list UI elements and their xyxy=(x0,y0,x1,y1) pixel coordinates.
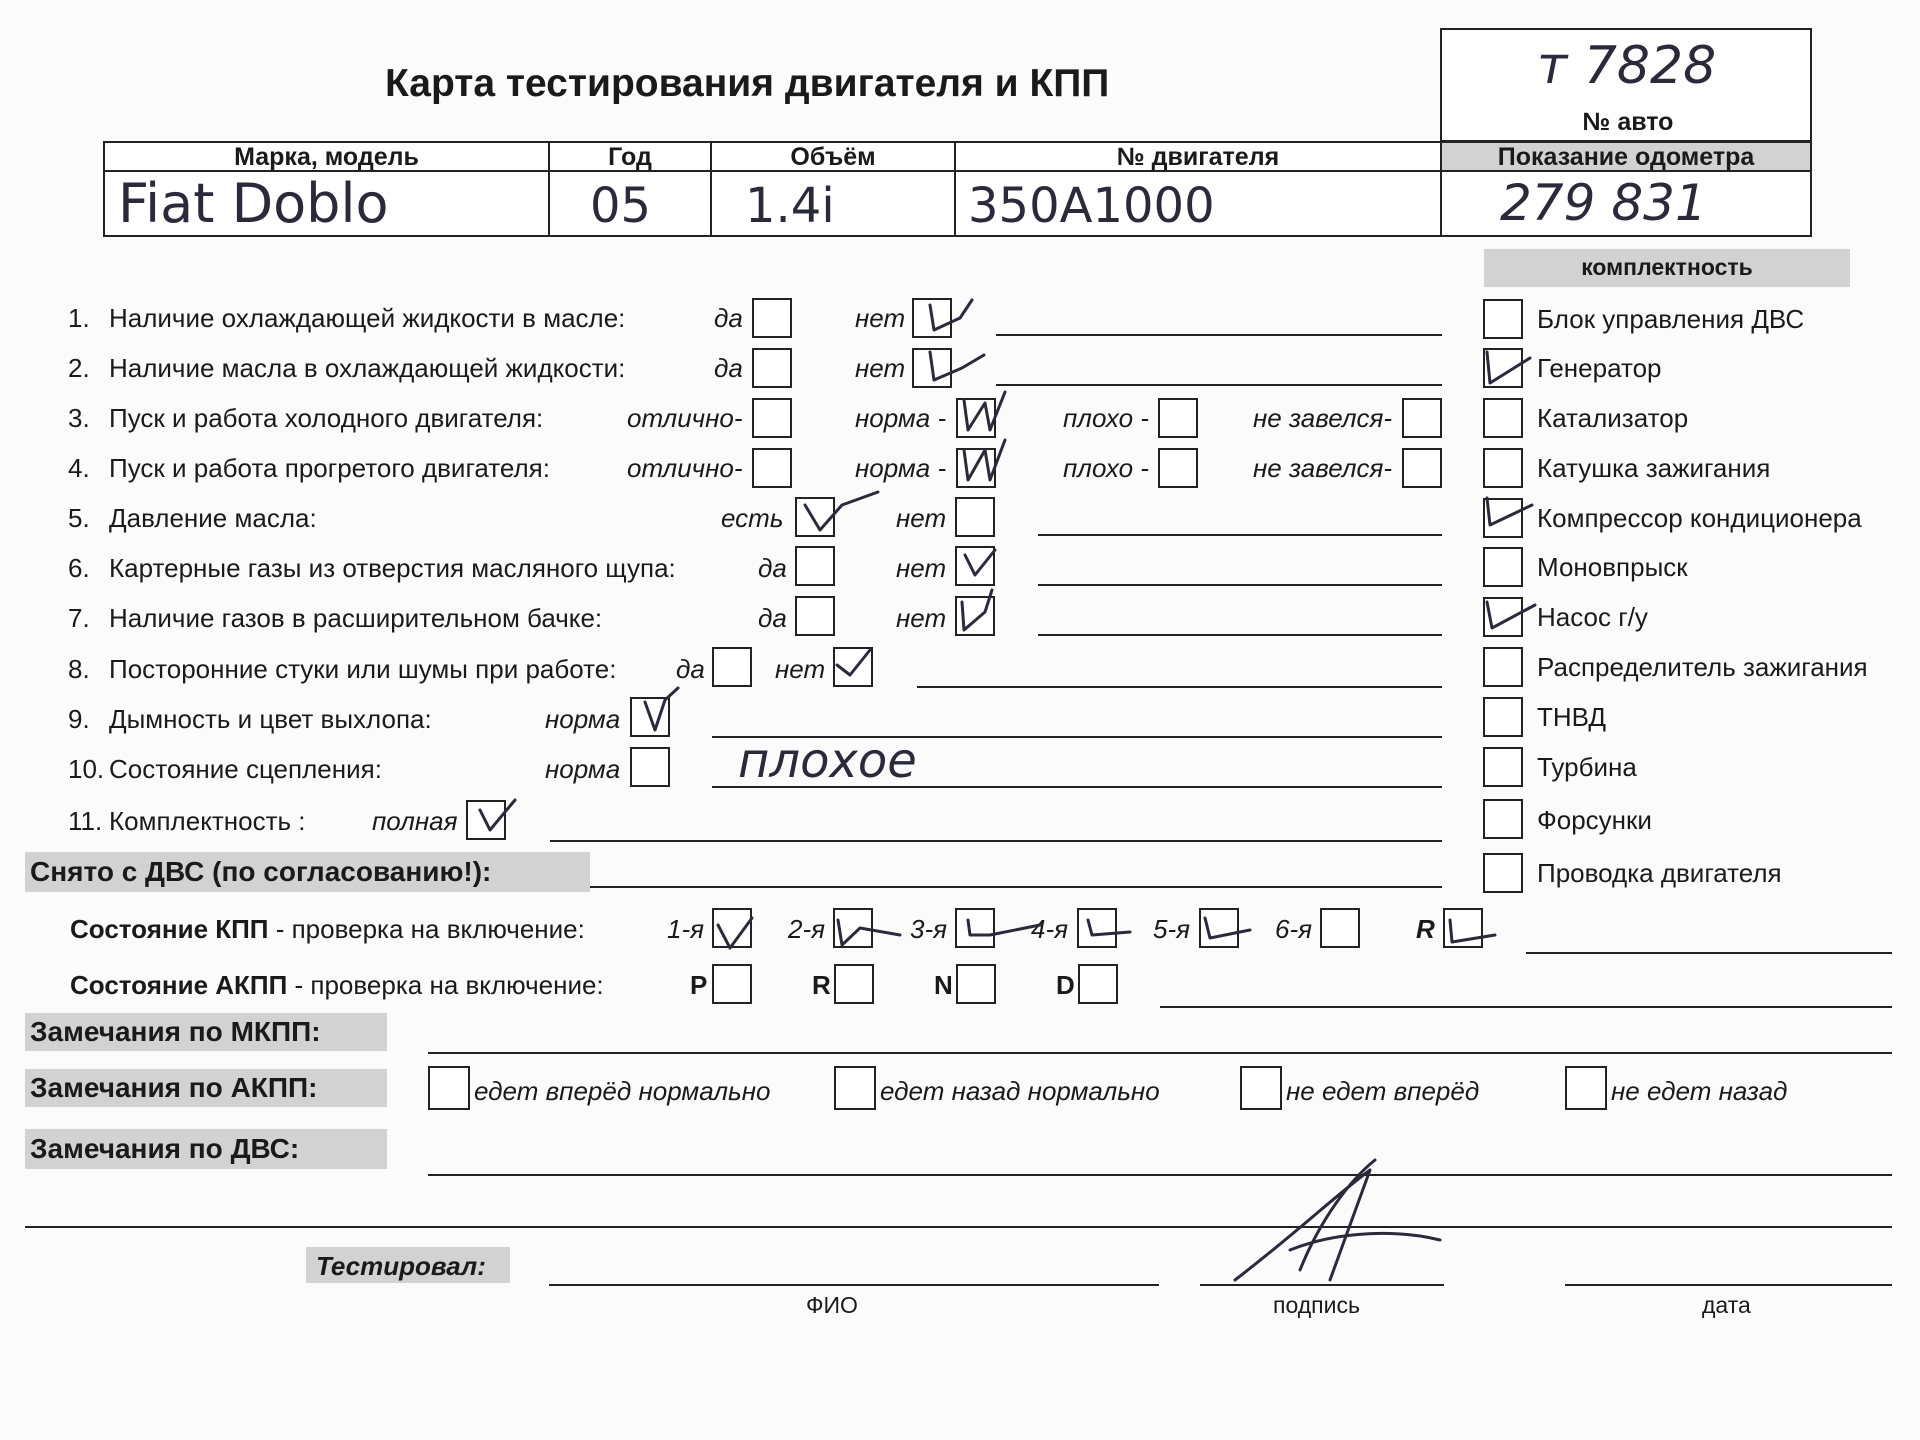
row-7-checkbox-yes[interactable] xyxy=(795,596,835,636)
akpp-backward-ok-checkbox[interactable] xyxy=(834,1066,876,1110)
checkbox-mono-injection[interactable] xyxy=(1483,547,1523,587)
label-ecu: Блок управления ДВС xyxy=(1537,304,1805,334)
akpp-n-checkbox[interactable] xyxy=(956,964,996,1004)
kpp-gear-r-checkbox[interactable] xyxy=(1443,908,1483,948)
akpp-forward-ok-label: едет вперёд нормально xyxy=(474,1076,771,1106)
row-1-opt-no: нет xyxy=(855,303,906,333)
row-5-checkbox-no[interactable] xyxy=(955,497,995,537)
kpp-gear-3-label: 3-я xyxy=(910,914,948,944)
row-6-label: Картерные газы из отверстия масляного щупа: xyxy=(109,553,676,583)
row-8-label: Посторонние стуки или шумы при работе: xyxy=(109,654,617,684)
kpp-gear-5-label: 5-я xyxy=(1153,914,1191,944)
kpp-label: Состояние КПП - проверка на включение: xyxy=(70,914,585,944)
row-5-opt-no: нет xyxy=(896,503,947,533)
value-brand-model: Fiat Doblo xyxy=(118,172,389,235)
kpp-gear-2-checkbox[interactable] xyxy=(833,908,873,948)
label-turbine: Турбина xyxy=(1537,752,1637,782)
row-4-opt-excellent: отлично- xyxy=(627,453,743,483)
col-volume: Объём xyxy=(790,143,876,171)
row-4-number: 4. xyxy=(68,453,90,483)
row-6-checkbox-yes[interactable] xyxy=(795,546,835,586)
row-1-opt-yes: да xyxy=(714,303,743,333)
row-3-checkbox-no-start[interactable] xyxy=(1402,398,1442,438)
row-10-note: плохое xyxy=(738,733,917,789)
row-8-checkbox-yes[interactable] xyxy=(712,647,752,687)
row-11-opt-full: полная xyxy=(372,806,458,836)
row-5-label: Давление масла: xyxy=(109,503,317,533)
akpp-r-label: R xyxy=(812,970,831,1000)
akpp-p-checkbox[interactable] xyxy=(712,964,752,1004)
row-3-checkbox-excellent[interactable] xyxy=(752,398,792,438)
akpp-p-label: P xyxy=(690,970,708,1000)
remarks-akpp-label: Замечания по АКПП: xyxy=(30,1072,318,1103)
row-4-label: Пуск и работа прогретого двигателя: xyxy=(109,453,550,483)
remarks-mkpp-label: Замечания по МКПП: xyxy=(30,1016,321,1047)
row-2-label: Наличие масла в охлаждающей жидкости: xyxy=(109,353,626,383)
tested-by-label: Тестировал: xyxy=(316,1251,486,1281)
row-1-checkbox-yes[interactable] xyxy=(752,298,792,338)
checkbox-power-steering-pump[interactable] xyxy=(1483,597,1523,637)
label-mono-injection: Моновпрыск xyxy=(1537,552,1688,582)
remarks-dvs-label: Замечания по ДВС: xyxy=(30,1133,300,1164)
akpp-no-backward-checkbox[interactable] xyxy=(1565,1066,1607,1110)
row-3-opt-no-start: не завелся- xyxy=(1253,403,1393,433)
checkbox-turbine[interactable] xyxy=(1483,747,1523,787)
akpp-no-forward-checkbox[interactable] xyxy=(1240,1066,1282,1110)
checkbox-catalyst[interactable] xyxy=(1483,398,1523,438)
row-7-label: Наличие газов в расширительном бачке: xyxy=(109,603,603,633)
signature-mark xyxy=(1235,1160,1440,1280)
row-1-checkbox-no[interactable] xyxy=(912,298,952,338)
kpp-gear-4-label: 4-я xyxy=(1031,914,1069,944)
page-title: Карта тестирования двигателя и КПП xyxy=(385,62,1110,105)
akpp-d-label: D xyxy=(1056,970,1075,1000)
row-2-number: 2. xyxy=(68,353,90,383)
row-6-opt-yes: да xyxy=(758,553,787,583)
col-engine-number: № двигателя xyxy=(1116,143,1280,171)
label-power-steering-pump: Насос г/у xyxy=(1537,602,1648,632)
row-4-checkbox-excellent[interactable] xyxy=(752,448,792,488)
label-catalyst: Катализатор xyxy=(1537,403,1689,433)
row-3-checkbox-bad[interactable] xyxy=(1158,398,1198,438)
label-injection-pump: ТНВД xyxy=(1537,702,1607,732)
col-brand-model: Марка, модель xyxy=(234,143,419,171)
row-1-number: 1. xyxy=(68,303,90,333)
col-odometer: Показание одометра xyxy=(1497,143,1755,171)
akpp-d-checkbox[interactable] xyxy=(1078,964,1118,1004)
row-4-opt-no-start: не завелся- xyxy=(1253,453,1393,483)
akpp-label: Состояние АКПП - проверка на включение: xyxy=(70,970,604,1000)
label-injectors: Форсунки xyxy=(1537,805,1652,835)
date-label: дата xyxy=(1702,1292,1751,1318)
row-4-opt-normal: норма - xyxy=(855,453,947,483)
fio-label: ФИО xyxy=(806,1292,858,1318)
row-3-label: Пуск и работа холодного двигателя: xyxy=(109,403,544,433)
value-year: 05 xyxy=(590,178,652,234)
akpp-n-label: N xyxy=(934,970,953,1000)
kpp-gear-2-label: 2-я xyxy=(788,914,826,944)
signature-label: подпись xyxy=(1273,1292,1360,1318)
car-number-value: т 7828 xyxy=(1537,36,1717,96)
row-2-opt-no: нет xyxy=(855,353,906,383)
kpp-gear-5-checkbox[interactable] xyxy=(1199,908,1239,948)
row-9-checkbox-normal[interactable] xyxy=(630,697,670,737)
car-number-box xyxy=(1440,28,1812,106)
row-10-opt-normal: норма xyxy=(545,754,621,784)
row-3-opt-bad: плохо - xyxy=(1063,403,1149,433)
row-4-opt-bad: плохо - xyxy=(1063,453,1149,483)
row-8-opt-yes: да xyxy=(676,654,705,684)
car-number-label: № авто xyxy=(1582,108,1674,136)
kpp-gear-6-label: 6-я xyxy=(1275,914,1313,944)
checkbox-distributor[interactable] xyxy=(1483,647,1523,687)
akpp-forward-ok-checkbox[interactable] xyxy=(428,1066,470,1110)
row-5-opt-yes: есть xyxy=(721,503,784,533)
kpp-gear-4-checkbox[interactable] xyxy=(1077,908,1117,948)
row-2-checkbox-yes[interactable] xyxy=(752,348,792,388)
removed-label: Снято с ДВС (по согласованию!): xyxy=(30,856,492,887)
kpp-gear-6-checkbox[interactable] xyxy=(1320,908,1360,948)
row-10-checkbox-normal[interactable] xyxy=(630,747,670,787)
label-generator: Генератор xyxy=(1537,353,1662,383)
row-4-checkbox-bad[interactable] xyxy=(1158,448,1198,488)
row-3-number: 3. xyxy=(68,403,90,433)
value-engine-number: 350A1000 xyxy=(968,178,1215,234)
checkbox-engine-wiring[interactable] xyxy=(1483,853,1523,893)
checkbox-injectors[interactable] xyxy=(1483,799,1523,839)
checkbox-generator[interactable] xyxy=(1483,348,1523,388)
label-ignition-coil: Катушка зажигания xyxy=(1537,453,1771,483)
kpp-gear-1-checkbox[interactable] xyxy=(712,908,752,948)
row-9-opt-normal: норма xyxy=(545,704,621,734)
completeness-title: комплектность xyxy=(1581,254,1753,280)
row-3-opt-normal: норма - xyxy=(855,403,947,433)
label-ac-compressor: Компрессор кондиционера xyxy=(1537,503,1862,533)
row-9-number: 9. xyxy=(68,704,90,734)
row-8-opt-no: нет xyxy=(775,654,826,684)
row-6-number: 6. xyxy=(68,553,90,583)
value-volume: 1.4i xyxy=(745,178,835,234)
value-odometer: 279 831 xyxy=(1500,174,1707,232)
row-11-label: Комплектность : xyxy=(109,806,306,836)
row-3-checkbox-normal[interactable] xyxy=(956,398,996,438)
row-4-checkbox-no-start[interactable] xyxy=(1402,448,1442,488)
col-year: Год xyxy=(608,143,652,171)
kpp-gear-r-label: R xyxy=(1416,914,1435,944)
checkbox-injection-pump[interactable] xyxy=(1483,697,1523,737)
row-11-number: 11. xyxy=(68,806,103,836)
row-5-number: 5. xyxy=(68,503,90,533)
row-8-checkbox-no[interactable] xyxy=(833,647,873,687)
row-10-label: Состояние сцепления: xyxy=(109,754,382,784)
akpp-no-forward-label: не едет вперёд xyxy=(1286,1076,1480,1106)
row-9-label: Дымность и цвет выхлопа: xyxy=(109,704,432,734)
row-10-number: 10. xyxy=(68,754,105,784)
label-engine-wiring: Проводка двигателя xyxy=(1537,858,1782,888)
akpp-r-checkbox[interactable] xyxy=(834,964,874,1004)
row-6-checkbox-no[interactable] xyxy=(955,546,995,586)
row-5-checkbox-yes[interactable] xyxy=(795,497,835,537)
row-3-opt-excellent: отлично- xyxy=(627,403,743,433)
checkbox-ecu[interactable] xyxy=(1483,299,1523,339)
label-distributor: Распределитель зажигания xyxy=(1537,652,1868,682)
row-11-checkbox-full[interactable] xyxy=(466,800,506,840)
row-1-label: Наличие охлаждающей жидкости в масле: xyxy=(109,303,626,333)
row-7-checkbox-no[interactable] xyxy=(955,596,995,636)
row-2-opt-yes: да xyxy=(714,353,743,383)
row-2-checkbox-no[interactable] xyxy=(912,348,952,388)
akpp-no-backward-label: не едет назад xyxy=(1611,1076,1788,1106)
checkbox-ac-compressor[interactable] xyxy=(1483,498,1523,538)
row-4-checkbox-normal[interactable] xyxy=(956,448,996,488)
row-7-number: 7. xyxy=(68,603,90,633)
row-8-number: 8. xyxy=(68,654,90,684)
car-number-label-cell xyxy=(1440,104,1812,142)
row-7-opt-yes: да xyxy=(758,603,787,633)
kpp-gear-3-checkbox[interactable] xyxy=(955,908,995,948)
kpp-gear-1-label: 1-я xyxy=(667,914,705,944)
akpp-backward-ok-label: едет назад нормально xyxy=(880,1076,1160,1106)
row-7-opt-no: нет xyxy=(896,603,947,633)
row-6-opt-no: нет xyxy=(896,553,947,583)
checkbox-ignition-coil[interactable] xyxy=(1483,448,1523,488)
